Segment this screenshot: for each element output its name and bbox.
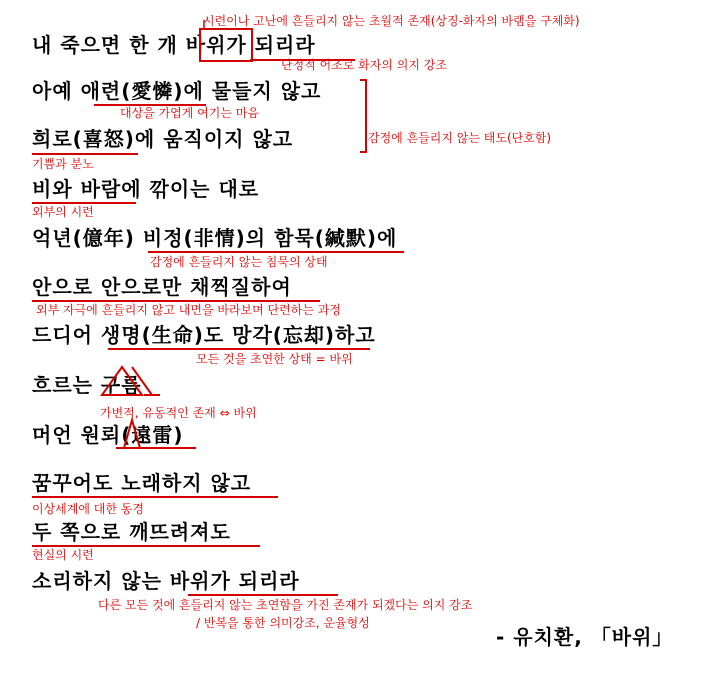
note-final-1: 다른 모든 것에 흔들리지 않는 초연함을 가진 존재가 되겠다는 의지 강조 [98,598,473,612]
poem-line-3: 희로(喜怒)에 움직이지 않고 [32,127,294,151]
poem-credit: - 유치환, 「바위」 [496,625,674,649]
poem-line-6: 안으로 안으로만 채찍질하여 [32,275,292,299]
poem-line-12: 소리하지 않는 바위가 되리라 [32,569,300,593]
poem-line-9: 머언 원뢰(遠雷) [32,423,184,447]
poem-line-7: 드디어 생명(生命)도 망각(忘却)하고 [32,323,376,347]
note-huiro: 기쁨과 분노 [32,157,94,171]
note-reality: 현실의 시련 [32,548,94,562]
note-cloud: 가변적, 유동적인 존재 ⇔ 바위 [100,406,257,420]
note-trials: 외부의 시련 [32,205,94,219]
poem-line-4: 비와 바람에 깎이는 대로 [32,177,260,201]
note-transcend: 모든 것을 초연한 상태 = 바위 [196,352,353,366]
note-silence: 감정에 흔들리지 않는 침묵의 상태 [150,255,328,269]
note-aeryeon: 대상을 가엽게 여기는 마음 [120,106,259,120]
poem-line-11: 두 쪽으로 깨뜨려져도 [32,520,231,544]
note-discipline: 외부 자극에 흔들리지 않고 내면을 바라보며 단련하는 과정 [36,303,341,317]
note-emotion: 감정에 흔들리지 않는 태도(단호함) [368,131,552,145]
cloud-triangle-right [132,367,152,395]
emotion-bracket [360,80,366,152]
note-dream: 이상세계에 대한 동경 [32,502,144,516]
note-rock-symbol: 시련이나 고난에 흔들리지 않는 초월적 존재(상징-화자의 바램을 구체화) [203,14,580,28]
poem-line-1: 내 죽으면 한 개 바위가 되리라 [32,33,316,57]
note-will: 단정적 어조로 화자의 의지 강조 [281,58,447,72]
poem-line-10: 꿈꾸어도 노래하지 않고 [32,471,252,495]
note-final-2: / 반복을 통한 의미강조, 운율형성 [196,616,370,630]
poem-line-2: 아예 애련(愛憐)에 물들지 않고 [32,79,322,103]
poem-line-5: 억년(億年) 비정(非情)의 함묵(緘默)에 [32,226,398,250]
poem-line-8: 흐르는 구름 [32,373,142,397]
thunder-triangle [124,420,140,448]
